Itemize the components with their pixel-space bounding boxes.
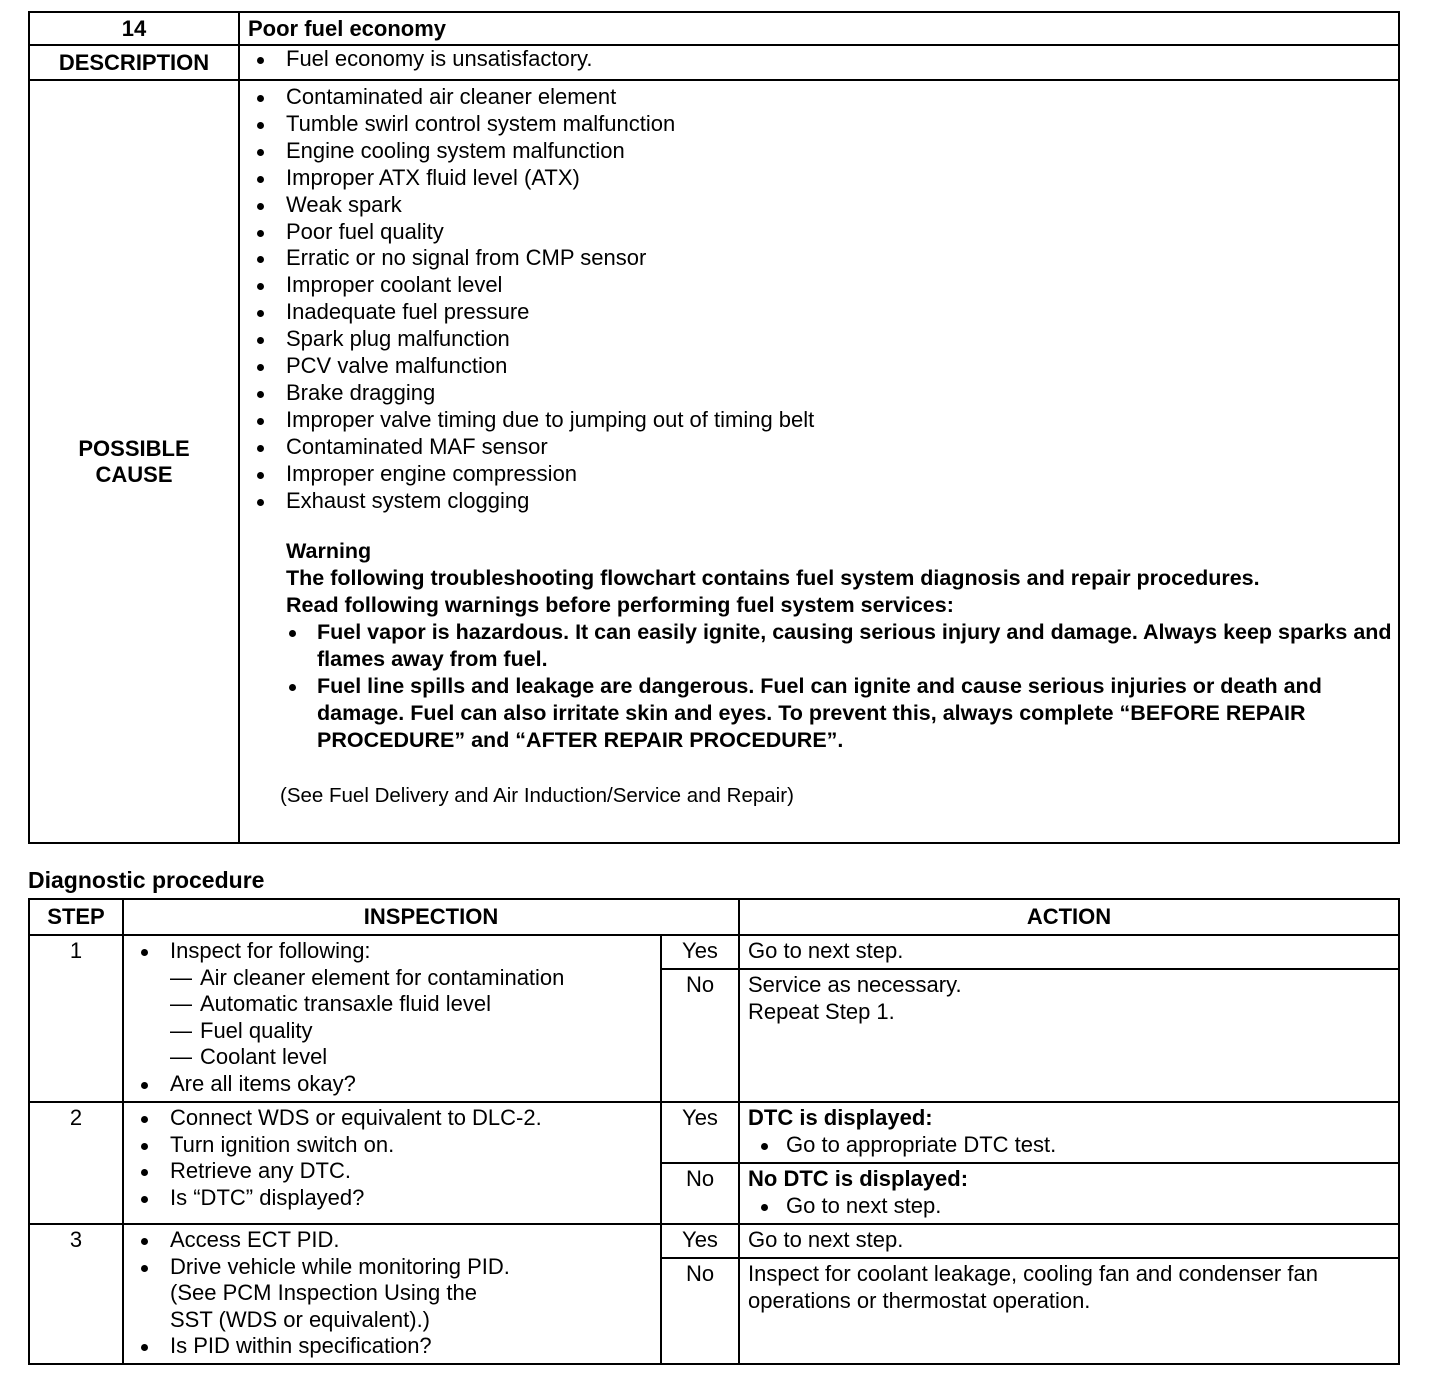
inspection-item: Is “DTC” displayed?: [124, 1185, 660, 1212]
warning-bullet: Fuel vapor is hazardous. It can easily ignite, causing serious injury and damage. Always keep sparks and flames away from fuel.: [286, 619, 1398, 673]
cause-list: [240, 84, 1398, 515]
description-list: [240, 46, 1398, 73]
warning-bullet: Fuel line spills and leakage are dangerous. Fuel can ignite and cause serious injuries or death and damage. Fuel can also irritate skin and eyes. To prevent this, always complete “BEFORE REPAIR PROCEDURE” and “AFTER REPAIR PROCEDURE”.: [286, 673, 1398, 754]
cause-item: Contaminated MAF sensor: [240, 434, 1398, 461]
yes-label: Yes: [661, 1224, 739, 1258]
step3-inspection: [123, 1224, 661, 1364]
yes-label: Yes: [661, 935, 739, 969]
yes-label: Yes: [661, 1102, 739, 1163]
inspection-sub-item: — Air cleaner element for contamination: [170, 964, 565, 990]
warning-block: [240, 538, 1398, 754]
inspection-item: Is PID within specification?: [124, 1333, 660, 1360]
inspection-item: Access ECT PID.: [124, 1227, 660, 1254]
inspection-header: INSPECTION: [123, 899, 739, 935]
step3-yes-action: Go to next step.: [739, 1224, 1399, 1258]
cause-item: Improper engine compression: [240, 461, 1398, 488]
cause-item: Improper coolant level: [240, 272, 1398, 299]
action-line: Repeat Step 1.: [748, 998, 895, 1024]
step1-yes-action: Go to next step.: [739, 935, 1399, 969]
description-label: DESCRIPTION: [29, 45, 239, 80]
cause-item: Tumble swirl control system malfunction: [240, 111, 1398, 138]
step-number: 3: [29, 1224, 123, 1364]
cause-item: Inadequate fuel pressure: [240, 299, 1398, 326]
inspection-sub-list: [170, 965, 660, 1071]
action-heading: No DTC is displayed:: [748, 1166, 969, 1191]
cause-item: Improper valve timing due to jumping out of timing belt: [240, 407, 1398, 434]
symptom-title: Poor fuel economy: [239, 12, 1399, 45]
cause-item: Poor fuel quality: [240, 219, 1398, 246]
no-label: No: [661, 1258, 739, 1364]
description-cell: [239, 45, 1399, 80]
possible-cause-label-line2: CAUSE: [95, 461, 173, 487]
inspection-item: Turn ignition switch on.: [124, 1132, 660, 1159]
inspection-item: [124, 1254, 660, 1334]
action-bullet: Go to appropriate DTC test.: [748, 1132, 1398, 1159]
inspection-note: (See PCM Inspection Using the: [170, 1280, 477, 1305]
step-number: 2: [29, 1102, 123, 1224]
step1-inspection: [123, 935, 661, 1102]
inspection-note: SST (WDS or equivalent).): [170, 1306, 431, 1332]
warning-line1: The following troubleshooting flowchart contains fuel system diagnosis and repair procedures.: [286, 565, 1260, 590]
action-line: Service as necessary.: [748, 972, 962, 997]
cause-item: Brake dragging: [240, 380, 1398, 407]
no-label: No: [661, 1163, 739, 1224]
cause-item: Exhaust system clogging: [240, 488, 1398, 515]
possible-cause-label: [29, 80, 239, 843]
step-header: STEP: [29, 899, 123, 935]
step2-no-action: [739, 1163, 1399, 1224]
service-reference: (See Fuel Delivery and Air Induction/Service and Repair): [280, 783, 794, 807]
possible-cause-cell: [239, 80, 1399, 843]
inspection-text: Drive vehicle while monitoring PID.: [170, 1253, 510, 1279]
step1-no-action: [739, 969, 1399, 1102]
inspection-item: Are all items okay?: [124, 1071, 660, 1098]
cause-item: Erratic or no signal from CMP sensor: [240, 245, 1398, 272]
action-header: ACTION: [739, 899, 1399, 935]
inspection-sub-item: — Automatic transaxle fluid level: [170, 991, 492, 1016]
cause-item: Engine cooling system malfunction: [240, 138, 1398, 165]
inspection-item: Connect WDS or equivalent to DLC-2.: [124, 1105, 660, 1132]
warning-heading: Warning: [286, 538, 372, 563]
diagnostic-table: [28, 898, 1400, 1365]
diagnostic-procedure-title: Diagnostic procedure: [28, 867, 265, 893]
inspection-item: [124, 938, 660, 1071]
inspection-sub-item: — Fuel quality: [170, 1017, 313, 1043]
description-item: Fuel economy is unsatisfactory.: [240, 46, 1398, 73]
symptom-table: [28, 11, 1400, 844]
inspection-sub-item: — Coolant level: [170, 1044, 328, 1069]
possible-cause-label-line1: POSSIBLE: [78, 435, 190, 461]
step2-yes-action: [739, 1102, 1399, 1163]
warning-list: [286, 619, 1398, 754]
inspection-intro: Inspect for following:: [170, 938, 371, 963]
step3-no-action: Inspect for coolant leakage, cooling fan and condenser fan operations or thermostat operation.: [739, 1258, 1399, 1364]
cause-item: Spark plug malfunction: [240, 326, 1398, 353]
no-label: No: [661, 969, 739, 1102]
inspection-item: Retrieve any DTC.: [124, 1158, 660, 1185]
action-heading: DTC is displayed:: [748, 1105, 933, 1130]
step2-inspection: [123, 1102, 661, 1224]
warning-line2: Read following warnings before performing fuel system services:: [286, 592, 954, 617]
cause-item: Improper ATX fluid level (ATX): [240, 165, 1398, 192]
symptom-number: 14: [29, 12, 239, 45]
action-bullet: Go to next step.: [748, 1193, 1398, 1220]
cause-item: Contaminated air cleaner element: [240, 84, 1398, 111]
cause-item: PCV valve malfunction: [240, 353, 1398, 380]
step-number: 1: [29, 935, 123, 1102]
cause-item: Weak spark: [240, 192, 1398, 219]
